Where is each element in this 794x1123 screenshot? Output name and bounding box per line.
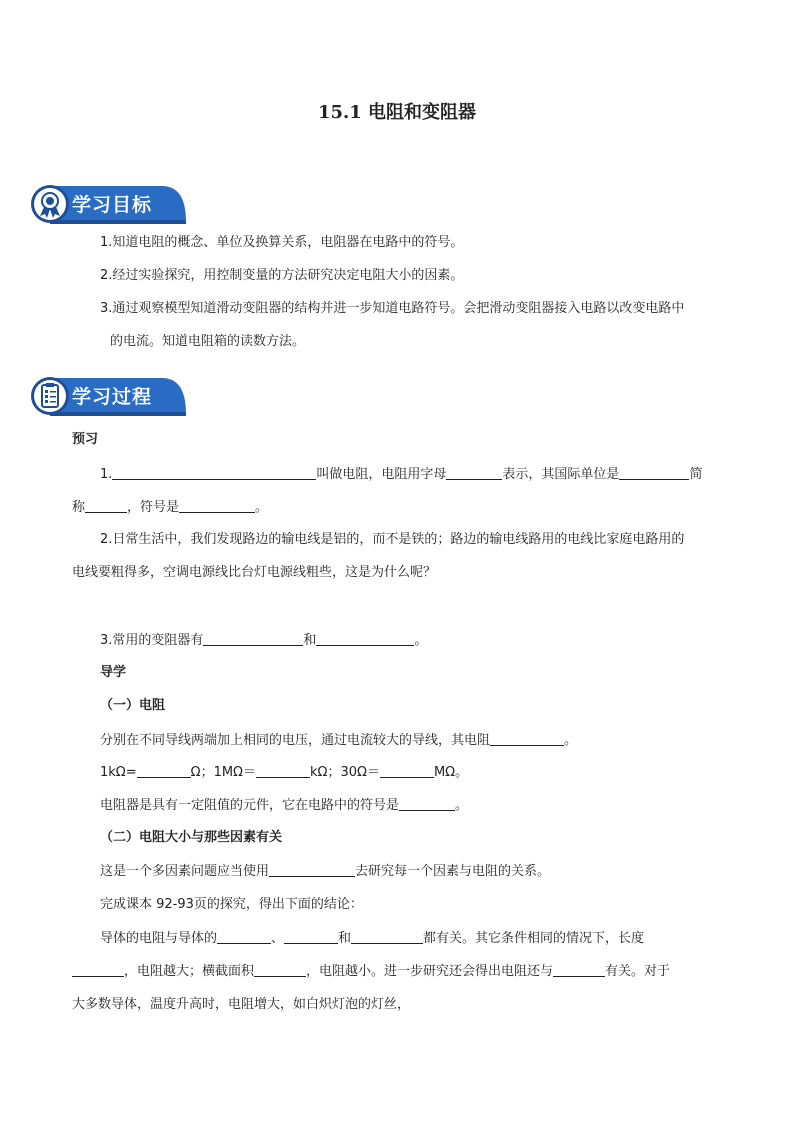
answer-blank[interactable]: [137, 763, 191, 778]
text: 电阻器是具有一定阻值的元件，它在电路中的符号是: [100, 798, 400, 813]
text: 去研究每一个因素与电阻的关系。: [355, 864, 551, 879]
answer-blank[interactable]: [72, 962, 124, 977]
text: 分别在不同导线两端加上相同的电压，通过电流较大的导线，其电阻: [100, 733, 491, 748]
text: 这是一个多因素问题应当使用: [100, 864, 270, 879]
answer-blank[interactable]: [179, 498, 255, 513]
text: Ω；1MΩ＝: [190, 765, 256, 780]
preview-q2-line1: 2.日常生活中，我们发现路边的输电线是铝的，而不是铁的；路边的输电线路用的电线比家庭电路用的: [100, 532, 685, 547]
guide-part2-line2: 完成课本 92-93页的探究，得出下面的结论：: [100, 897, 363, 912]
text: 有关。对于: [605, 964, 671, 979]
answer-blank[interactable]: [203, 631, 303, 646]
text: 。: [564, 733, 578, 748]
preview-q1-line2: [72, 498, 268, 517]
guide-part1-line3: [100, 796, 468, 815]
preview-q1-line1: [100, 465, 702, 484]
answer-blank[interactable]: [619, 465, 689, 480]
goal-item-3: 3.通过观察模型知道滑动变阻器的结构并进一步知道电路符号。会把滑动变阻器接入电路以改变电路中: [100, 301, 685, 316]
text: 。: [255, 500, 269, 515]
answer-blank[interactable]: [351, 929, 423, 944]
guide-part2-line1: [100, 862, 550, 881]
answer-blank[interactable]: [256, 763, 310, 778]
text: 3.常用的变阻器有: [100, 633, 204, 648]
guide-part1-heading: （一）电阻: [100, 698, 166, 713]
answer-blank[interactable]: [399, 796, 455, 811]
answer-blank[interactable]: [490, 731, 564, 746]
answer-blank[interactable]: [254, 962, 306, 977]
answer-blank[interactable]: [380, 763, 434, 778]
page-title: 15.1 电阻和变阻器: [317, 102, 477, 123]
answer-blank[interactable]: [316, 631, 414, 646]
text: 叫做电阻，电阻用字母: [316, 467, 447, 482]
text: MΩ。: [433, 765, 469, 780]
guide-part1-line1: [100, 731, 577, 750]
goal-item-2: 2.经过实验探究，用控制变量的方法研究决定电阻大小的因素。: [100, 268, 464, 283]
answer-blank[interactable]: [85, 498, 127, 513]
text: 。: [414, 633, 428, 648]
answer-blank[interactable]: [446, 465, 502, 480]
checklist-icon: [30, 376, 70, 416]
text: 导体的电阻与导体的: [100, 931, 218, 946]
section-label-goals: 学习目标: [72, 194, 153, 216]
text: 、: [271, 931, 285, 946]
goal-item-1: 1.知道电阻的概念、单位及换算关系，电阻器在电路中的符号。: [100, 235, 464, 250]
answer-blank[interactable]: [553, 962, 605, 977]
guide-part1-line2: [100, 763, 468, 782]
goal-item-3-cont: 的电流。知道电阻箱的读数方法。: [110, 334, 306, 349]
guide-part2-line3: [100, 929, 644, 948]
text: 简: [689, 467, 703, 482]
text: ，符号是: [127, 500, 180, 515]
guide-part2-heading: （二）电阻大小与那些因素有关: [100, 830, 283, 845]
answer-blank[interactable]: [269, 862, 355, 877]
guide-heading: 导学: [100, 665, 127, 680]
text: 和: [338, 931, 352, 946]
text: 都有关。其它条件相同的情况下，长度: [423, 931, 645, 946]
guide-part2-line4: [72, 962, 670, 981]
answer-blank[interactable]: [217, 929, 271, 944]
text: 表示，其国际单位是: [502, 467, 620, 482]
section-badge-goals: [30, 184, 186, 224]
text: 1.: [100, 467, 113, 482]
preview-q2-line2: 电线要粗得多，空调电源线比台灯电源线粗些，这是为什么呢？: [72, 565, 437, 580]
text: 。: [455, 798, 469, 813]
text: 和: [303, 633, 317, 648]
answer-blank[interactable]: [112, 465, 316, 480]
section-badge-process: [30, 376, 186, 416]
preview-heading: 预习: [72, 432, 99, 447]
preview-q3: [100, 631, 427, 650]
text: ，电阻越小。进一步研究还会得出电阻还与: [306, 964, 554, 979]
text: 称: [72, 500, 86, 515]
ribbon-medal-icon: [30, 184, 70, 224]
guide-part2-line5: 大多数导体，温度升高时，电阻增大，如白炽灯泡的灯丝，: [72, 997, 411, 1012]
section-label-process: 学习过程: [72, 386, 153, 408]
text: kΩ；30Ω＝: [310, 765, 380, 780]
answer-blank[interactable]: [284, 929, 338, 944]
text: 1kΩ=: [100, 765, 137, 780]
text: ，电阻越大；横截面积: [124, 964, 255, 979]
